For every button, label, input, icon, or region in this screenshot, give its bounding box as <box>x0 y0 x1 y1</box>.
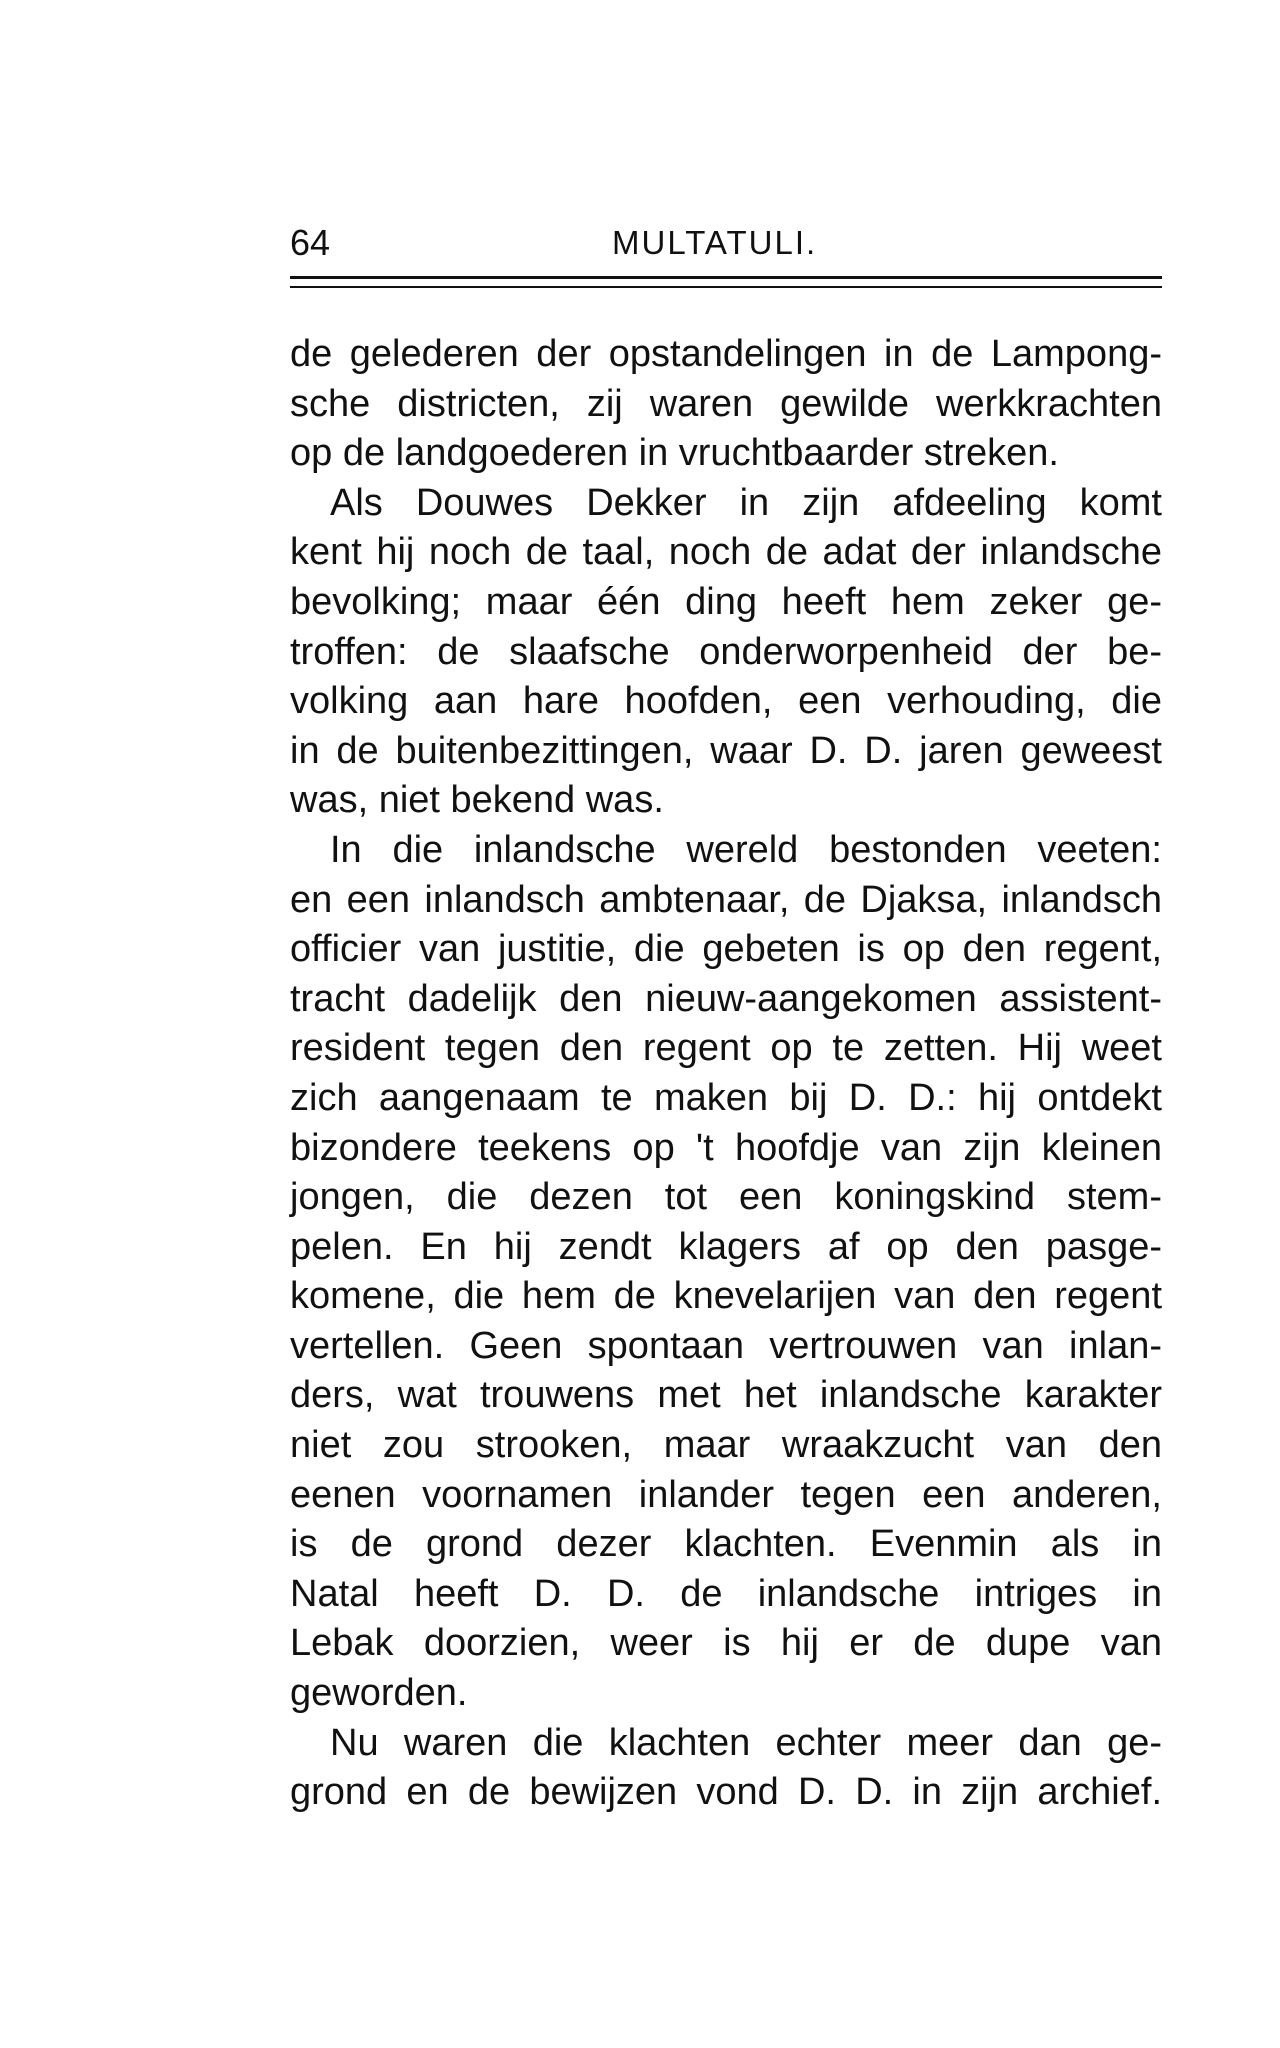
page-number: 64 <box>290 222 331 263</box>
text-line: tracht dadelijk den nieuw-aangekomen assistent- <box>290 977 1162 1020</box>
text-line: In die inlandsche wereld bestonden veeten: <box>330 828 1162 871</box>
text-line: Nu waren die klachten echter meer dan ge- <box>330 1721 1162 1764</box>
text-line: bizondere teekens op 't hoofdje van zijn kleinen <box>290 1126 1162 1169</box>
text-line: Lebak doorzien, weer is hij er de dupe van <box>290 1622 1162 1665</box>
text-line: officier van justitie, die gebeten is op den regent, <box>290 928 1162 971</box>
text-line: Als Douwes Dekker in zijn afdeeling komt <box>330 481 1162 524</box>
body-text <box>290 330 1162 1818</box>
text-line: de gelederen der opstandelingen in de Lampong- <box>290 333 1162 375</box>
text-line: ders, wat trouwens met het inlandsche karakter <box>290 1374 1162 1417</box>
text-line: zich aangenaam te maken bij D. D.: hij ontdekt <box>290 1076 1162 1119</box>
text-line: resident tegen den regent op te zetten. Hij weet <box>290 1027 1162 1070</box>
text-line: was, niet bekend was. <box>290 779 664 822</box>
running-head: MULTATULI. <box>612 224 818 261</box>
page-header <box>290 218 1162 268</box>
text-line: vertellen. Geen spontaan vertrouwen van inlan- <box>290 1324 1162 1367</box>
text-line: niet zou strooken, maar wraakzucht van den <box>290 1424 1162 1467</box>
text-line: jongen, die dezen tot een koningskind stem- <box>290 1176 1162 1219</box>
text-line: troffen: de slaafsche onderworpenheid der be- <box>290 630 1162 673</box>
text-line: is de grond dezer klachten. Evenmin als in <box>290 1523 1162 1566</box>
text-line: sche districten, zij waren gewilde werkkrachten <box>290 382 1162 425</box>
text-line: op de landgoederen in vruchtbaarder streken. <box>290 432 1059 475</box>
text-line: Natal heeft D. D. de inlandsche intriges in <box>290 1572 1162 1615</box>
text-line: pelen. En hij zendt klagers af op den pasge- <box>290 1225 1162 1268</box>
text-line: grond en de bewijzen vond D. D. in zijn archief. <box>290 1771 1162 1814</box>
header-rule-thin <box>290 286 1162 288</box>
text-line: en een inlandsch ambtenaar, de Djaksa, inlandsch <box>290 878 1162 921</box>
text-line: in de buitenbezittingen, waar D. D. jaren geweest <box>290 729 1162 772</box>
text-line: eenen voornamen inlander tegen een anderen, <box>290 1473 1162 1516</box>
text-line: bevolking; maar één ding heeft hem zeker ge- <box>290 580 1162 623</box>
text-line: kent hij noch de taal, noch de adat der inlandsche <box>290 531 1162 574</box>
text-line: volking aan hare hoofden, een verhouding, die <box>290 680 1162 723</box>
text-line: komene, die hem de knevelarijen van den regent <box>290 1275 1162 1318</box>
text-line: geworden. <box>290 1672 468 1715</box>
header-rule-thick <box>290 276 1162 279</box>
